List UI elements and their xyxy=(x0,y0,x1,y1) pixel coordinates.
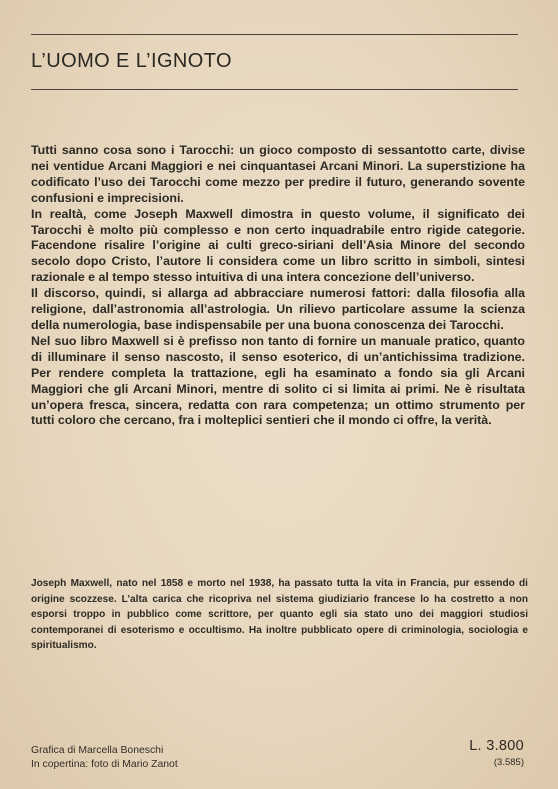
graphics-credit: Grafica di Marcella Boneschi xyxy=(31,745,164,756)
price-block xyxy=(469,738,524,768)
credits xyxy=(31,744,178,771)
blurb-paragraph: Nel suo libro Maxwell si è prefisso non tanto di fornire un manuale pratico, quanto di illuminare il senso nascosto, il senso esoterico, di un’antichissima tradizione. Per rendere completa la trattazione, egli ha esaminato a fondo sia gli Arcani Maggiori che gli Arcani Minori, mentre di solito ci si limita ai primi. Ne è risultata un’opera fresca, sincera, redatta con rara competenza; un ottimo strumento per tutti coloro che cercano, fra i molteplici sentieri che il mondo ci offre, la verità. xyxy=(31,333,525,428)
series-title: L’UOMO E L’IGNOTO xyxy=(31,50,232,72)
blurb-text xyxy=(31,143,525,429)
blurb-paragraph: In realtà, come Joseph Maxwell dimostra in questo volume, il significato dei Tarocchi è molto più complesso e non certo inquadrabile entro rigide categorie. Facendone risalire l’origine ai culti greco-siriani dell’Asia Minore del secondo secolo dopo Cristo, l’autore li considera come un libro scritto in simboli, sintesi razionale e al tempo stesso intuitiva di una intera concezione dell’universo. xyxy=(31,206,525,285)
title-underline-rule xyxy=(31,89,518,90)
author-bio: Joseph Maxwell, nato nel 1858 e morto nel 1938, ha passato tutta la vita in Francia, pur essendo di origine scozzese. L’alta carica che ricopriva nel sistema giudiziario francese lo ha costretto a non esporsi troppo in pubblico come scrittore, per quanto egli sia stato uno dei maggiori studiosi contemporanei di esoterismo e occultismo. Ha inoltre pubblicato opere di criminologia, sociologia e spiritualismo. xyxy=(31,578,528,652)
cover-photo-credit: In copertina: foto di Mario Zanot xyxy=(31,758,178,770)
top-rule xyxy=(31,34,518,35)
price-secondary: (3.585) xyxy=(493,757,524,768)
blurb-paragraph: Il discorso, quindi, si allarga ad abbracciare numerosi fattori: dalla filosofia alla religione, dall’astronomia all’astrologia. Un rilievo particolare assume la scienza della numerologia, base indispensabile per una buona conoscenza dei Tarocchi. xyxy=(31,286,525,332)
blurb-paragraph: Tutti sanno cosa sono i Tarocchi: un gioco composto di sessantotto carte, divise nei ventidue Arcani Maggiori e nei cinquantasei Arcani Minori. La superstizione ha codificato l’uso dei Tarocchi come mezzo per predire il futuro, generando sovente confusioni e imprecisioni. xyxy=(31,143,525,205)
price-main: L. 3.800 xyxy=(469,738,524,754)
